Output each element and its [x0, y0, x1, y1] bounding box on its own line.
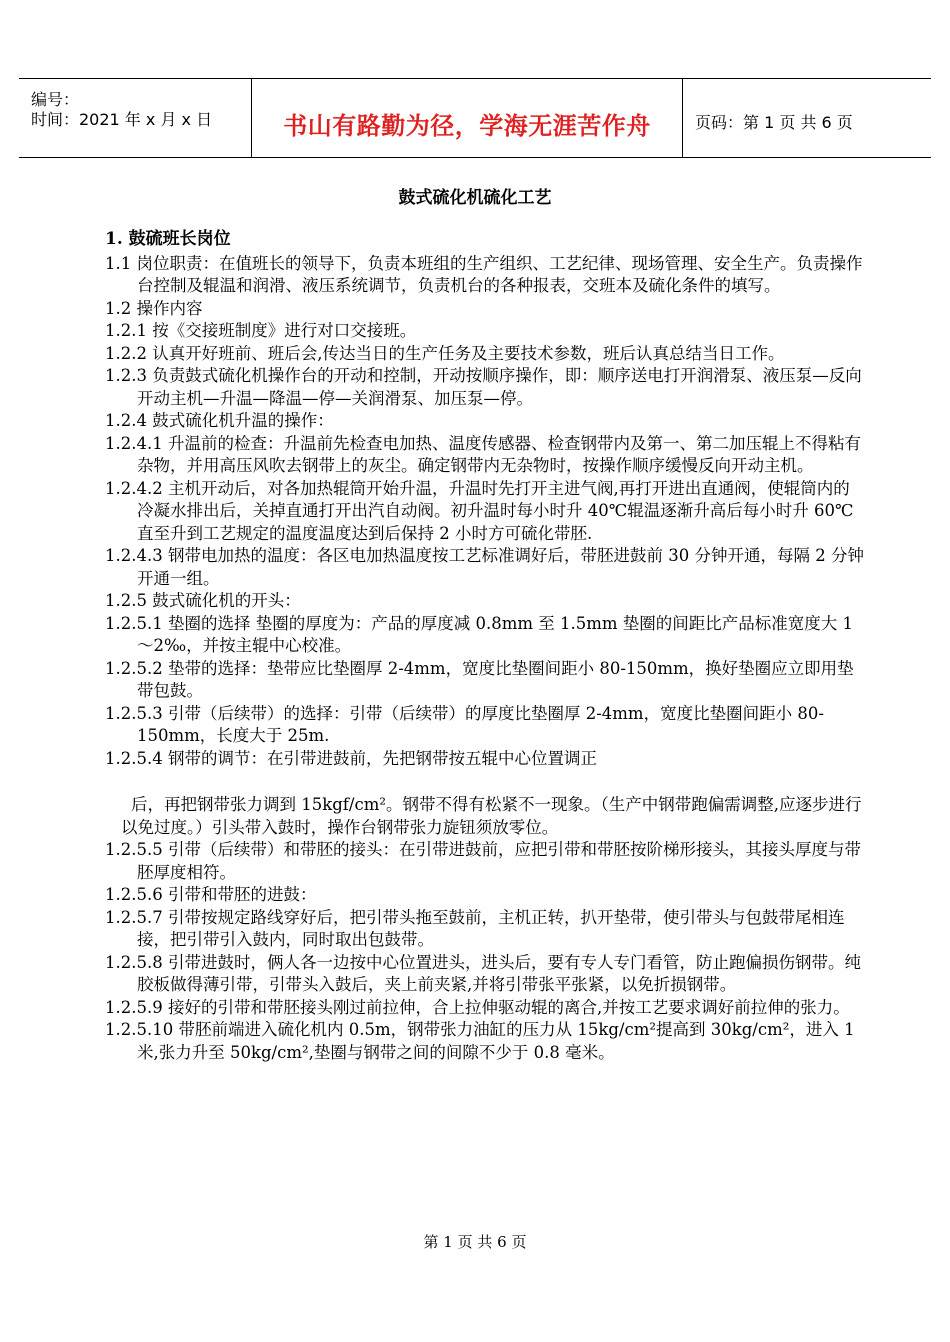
- header-motto: 书山有路勤为径，学海无涯苦作舟: [283, 112, 651, 140]
- paragraph-1-2-5-3: 1.2.5.3 引带（后续带）的选择：引带（后续带）的厚度比垫圈厚 2-4mm，宽度比垫圈间距小 80-150mm，长度大于 25m.: [105, 703, 824, 745]
- header-meta-cell: [19, 79, 252, 157]
- paragraph-1-2-5-1: 1.2.5.1 垫圈的选择 垫圈的厚度为：产品的厚度减 0.8mm 至 1.5mm 垫圈的间距比产品标准宽度大 1～2‰，并按主辊中心校准。: [105, 613, 854, 655]
- header-motto-cell: [252, 79, 683, 157]
- document-title: 鼓式硫化机硫化工艺: [398, 188, 552, 208]
- header-page-code: 页码：第 1 页 共 6 页: [695, 113, 853, 132]
- paragraph-1-2-5-7: 1.2.5.7 引带按规定路线穿好后，把引带头拖至鼓前，主机正转，扒开垫带，使引带头与包鼓带尾相连接，把引带引入鼓内，同时取出包鼓带。: [105, 907, 845, 949]
- paragraph-continuation: 后，再把钢带张力调到 15kgf/cm²。钢带不得有松紧不一现象。（生产中钢带跑偏需调整,应逐步进行以免过度。）引头带入鼓时，操作台钢带张力旋钮须放零位。: [121, 795, 862, 837]
- paragraph-1-2-5-6: 1.2.5.6 引带和带胚的进鼓：: [105, 885, 317, 904]
- paragraph-1-2-5-4: 1.2.5.4 钢带的调节：在引带进鼓前，先把钢带按五辊中心位置调正: [105, 748, 597, 768]
- document-header: [19, 78, 931, 158]
- paragraph-1-2-5-10: 1.2.5.10 带胚前端进入硫化机内 0.5m，钢带张力油缸的压力从 15kg/cm²提高到 30kg/cm²，进入 1 米,张力升至 50kg/cm²,垫圈与钢带之间的间隙不少于 0.8 毫米。: [105, 1020, 855, 1062]
- paragraph-1-2-5-2: 1.2.5.2 垫带的选择：垫带应比垫圈厚 2-4mm，宽度比垫圈间距小 80-150mm，换好垫圈应立即用垫带包鼓。: [105, 658, 854, 700]
- paragraph-1-2-5-9: 1.2.5.9 接好的引带和带胚接头刚过前拉伸，合上拉伸驱动辊的离合,并按工艺要求调好前拉伸的张力。: [105, 997, 850, 1017]
- paragraph-1-2-4-3: 1.2.4.3 钢带电加热的温度：各区电加热温度按工艺标准调好后，带胚进鼓前 30 分钟开通，每隔 2 分钟开通一组。: [105, 546, 864, 588]
- document-number-label: 编号：: [31, 90, 80, 109]
- document-body: [105, 228, 865, 1064]
- paragraph-1-2-4-1: 1.2.4.1 升温前的检查：升温前先检查电加热、温度传感器、检查钢带内及第一、第二加压辊上不得粘有杂物，并用高压风吹去钢带上的灰尘。确定钢带内无杂物时，按操作顺序缓慢反向开动主机。: [105, 433, 861, 475]
- paragraph-1-2-4-2: 1.2.4.2 主机开动后，对各加热辊筒开始升温，升温时先打开主进气阀,再打开进出直通阀，使辊筒内的冷凝水排出后，关掉直通打开出汽自动阀。初升温时每小时升 40℃辊温逐渐升高后每小时升 60℃直至升到工艺规定的温度温度达到后保持 2 小时方可硫化带胚.: [105, 478, 854, 543]
- paragraph-1-2-5-8: 1.2.5.8 引带进鼓时，俩人各一边按中心位置进头，进头后，要有专人专门看管，防止跑偏损伤钢带。纯胶板做得薄引带，引带头入鼓后，夹上前夹紧,并将引带张平张紧，以免折损钢带。: [105, 952, 861, 994]
- page-footer: 第 1 页 共 6 页: [423, 1233, 527, 1251]
- paragraph-1-2-5: 1.2.5 鼓式硫化机的开头：: [105, 591, 301, 610]
- paragraph-1-2-2: 1.2.2 认真开好班前、班后会,传达当日的生产任务及主要技术参数，班后认真总结当日工作。: [105, 343, 785, 363]
- paragraph-1-2-5-5: 1.2.5.5 引带（后续带）和带胚的接头：在引带进鼓前，应把引带和带胚按阶梯形接头，其接头厚度与带胚厚度相符。: [105, 840, 861, 882]
- header-page-cell: [683, 79, 931, 157]
- paragraph-1-2: 1.2 操作内容: [105, 298, 203, 318]
- section-heading: 1. 鼓硫班长岗位: [105, 229, 231, 249]
- paragraph-1-2-3: 1.2.3 负责鼓式硫化机操作台的开动和控制，开动按顺序操作，即：顺序送电打开润滑泵、液压泵—反向开动主机—升温—降温—停—关润滑泵、加压泵—停。: [105, 366, 862, 408]
- paragraph-1-1: 1.1 岗位职责：在值班长的领导下，负责本班组的生产组织、工艺纪律、现场管理、安全生产。负责操作台控制及辊温和润滑、液压系统调节，负责机台的各种报表，交班本及硫化条件的填写。: [105, 253, 863, 295]
- document-date-label: 时间：2021 年 x 月 x 日: [31, 110, 213, 129]
- paragraph-1-2-4: 1.2.4 鼓式硫化机升温的操作：: [105, 411, 334, 430]
- paragraph-1-2-1: 1.2.1 按《交接班制度》进行对口交接班。: [105, 321, 417, 340]
